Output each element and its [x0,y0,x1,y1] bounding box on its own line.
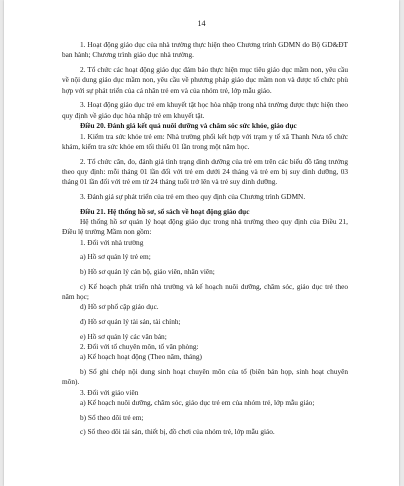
paragraph: a) Hồ sơ quản lý trẻ em; [80,252,151,262]
paragraph: b) Hồ sơ quản lý cán bộ, giáo viên, nhân viên; [80,267,215,277]
article-heading: Điều 20. Đánh giá kết quả nuôi dưỡng và chăm sóc sức khỏe, giáo dục [80,121,297,131]
article-heading: Điều 21. Hệ thống hồ sơ, sổ sách về hoạt động giáo dục [80,206,250,216]
paragraph: b) Sổ ghi chép nội dung sinh hoạt chuyên môn của tổ (biên bản họp, sinh hoạt chuyên môn). [62,367,348,387]
paragraph: a) Kế hoạch hoạt động (Theo năm, tháng) [80,352,202,362]
document-page [4,0,399,486]
paragraph: c) Sổ theo dõi tài sản, thiết bị, đồ chơi của nhóm trẻ, lớp mẫu giáo. [80,427,275,437]
paragraph: e) Hồ sơ quản lý các văn bản; [80,331,167,341]
paragraph: 1. Đối với nhà trường [80,237,144,247]
paragraph: 2. Tổ chức cân, đo, đánh giá tình trạng dinh dưỡng của trẻ em trên các biểu đồ tăng trưởng theo quy định: mỗi tháng 01 lần đối với trẻ em dưới 24 tháng và trẻ em bị suy dinh dưỡng, 03 tháng 01 lần đối với trẻ em từ 24 tháng tuổi trở lên và trẻ suy dinh dưỡng. [62,156,348,187]
paragraph: 3. Hoạt động giáo dục trẻ em khuyết tật học hòa nhập trong nhà trường được thực hiện theo quy định về giáo dục hòa nhập trẻ em khuyết tật. [62,100,348,120]
paragraph: a) Kế hoạch nuôi dưỡng, chăm sóc, giáo dục trẻ em của nhóm trẻ, lớp mẫu giáo; [80,398,315,408]
document-body [62,40,348,438]
paragraph: d) Hồ sơ phổ cập giáo dục. [80,302,159,312]
paragraph: đ) Hồ sơ quản lý tài sản, tài chính; [80,317,181,327]
paragraph: 1. Hoạt động giáo dục của nhà trường thực hiện theo Chương trình GDMN do Bộ GD&ĐT ban hành; Chương trình giáo dục nhà trường. [62,40,348,60]
paragraph: 3. Đánh giá sự phát triển của trẻ em theo quy định của Chương trình GDMN. [80,192,306,202]
paragraph: 1. Kiểm tra sức khỏe trẻ em: Nhà trường phối kết hợp với trạm y tế xã Thanh Nưa tổ chức khám, kiểm tra sức khỏe em tối thiểu 01 lần trong một năm học. [62,131,348,152]
paragraph: c) Kế hoạch phát triển nhà trường và kế hoạch nuôi dưỡng, chăm sóc, giáo dục trẻ theo năm học; [62,281,348,302]
paragraph: 2. Đối với tổ chuyên môn, tổ văn phòng: [80,342,199,352]
paragraph: Hệ thống hồ sơ quản lý hoạt động giáo dục trong nhà trường theo quy định của Điều 21, Điều lệ trường Mầm non gồm: [62,217,348,237]
paragraph: 3. Đối với giáo viên [80,387,139,397]
paragraph: 2. Tổ chức các hoạt động giáo dục đảm bảo thực hiện mục tiêu giáo dục mầm non, yêu cầu về nội dung giáo dục mầm non, yêu cầu về phương pháp giáo dục mầm non và được tổ chức phù hợp với sự phát triển của cá nhân trẻ em và của nhóm trẻ, lớp mẫu giáo. [62,65,348,95]
page-number: 14 [197,19,206,28]
paragraph: b) Sổ theo dõi trẻ em; [80,412,144,422]
